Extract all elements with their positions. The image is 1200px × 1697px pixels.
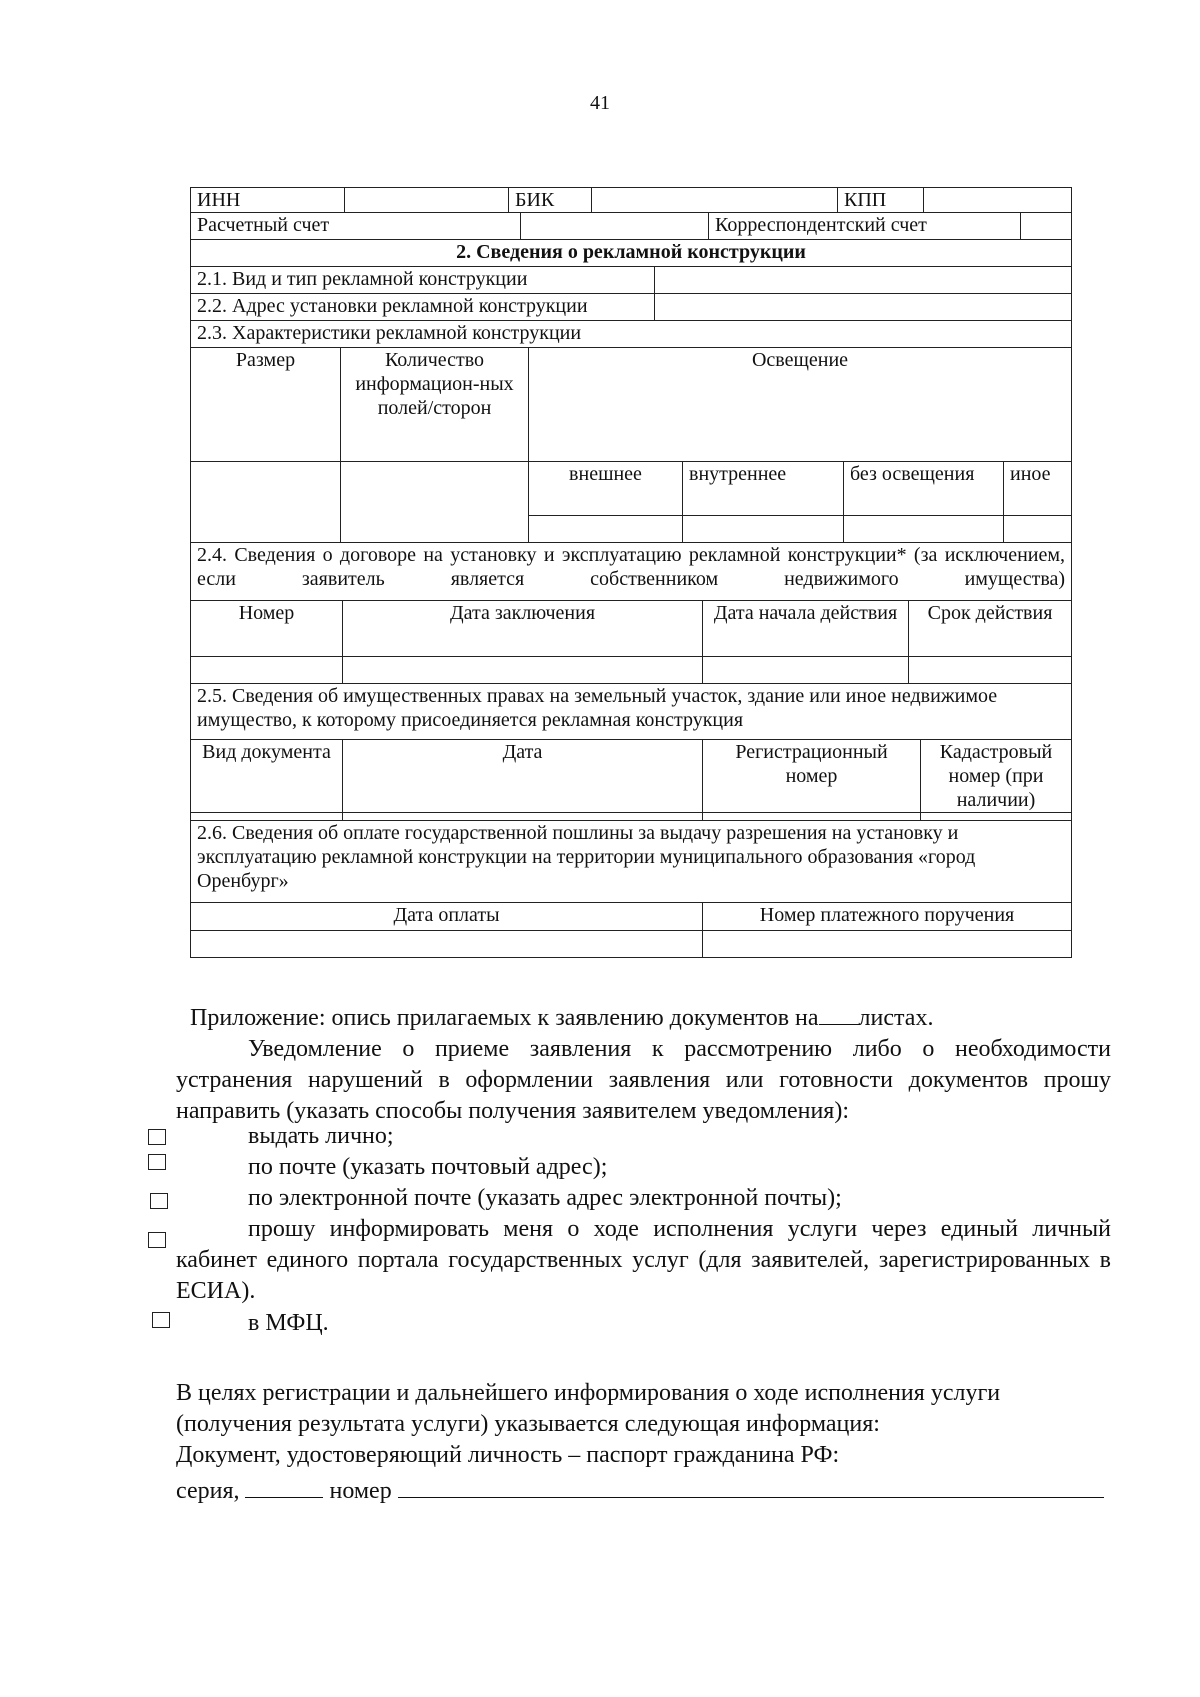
notification-intro (176, 1034, 1111, 1127)
option-mfc: в МФЦ. (248, 1310, 329, 1336)
inn-input[interactable] (345, 188, 509, 213)
characteristics-table (190, 347, 1072, 543)
item-2-2-label: 2.2. Адрес установки рекламной конструкции (191, 294, 655, 321)
lighting-none: без освещения (844, 462, 1004, 516)
lighting-external-input[interactable] (529, 516, 683, 543)
option-by-mail: по почте (указать почтовый адрес); (248, 1154, 608, 1180)
kpp-input[interactable] (924, 188, 1072, 213)
size-input[interactable] (191, 462, 341, 543)
corr-account-input[interactable] (1021, 213, 1072, 240)
checkbox-gosuslugi[interactable] (148, 1232, 166, 1248)
series-label: серия, (176, 1478, 240, 1504)
account-table (190, 212, 1072, 240)
payment-date-input[interactable] (191, 931, 703, 958)
item-2-4-text (191, 543, 1072, 601)
fields-count-input[interactable] (341, 462, 529, 543)
payment-table (190, 820, 1072, 958)
doc-type-header: Вид документа (191, 740, 343, 813)
doc-date-header: Дата (343, 740, 703, 813)
attachment-text: Приложение: опись прилагаемых к заявлению документов на (190, 1005, 819, 1031)
item-2-5-label: 2.5. Сведения об имущественных правах на земельный участок, здание или иное недвижимое имущество, к которому присоединяется рекламная конструкция (191, 684, 1072, 740)
contract-term-input[interactable] (909, 657, 1072, 684)
section2-table (190, 239, 1072, 348)
payment-order-input[interactable] (703, 931, 1072, 958)
item-2-6-label: 2.6. Сведения об оплате государственной пошлины за выдачу разрешения на установку и эксплуатацию рекламной конструкции на территории муниципального образования «город Оренбург» (191, 821, 1072, 903)
payment-date-header: Дата оплаты (191, 903, 703, 931)
attachment-pages-input[interactable] (819, 1002, 859, 1025)
lighting-internal: внутреннее (683, 462, 844, 516)
payment-order-header: Номер платежного поручения (703, 903, 1072, 931)
checkbox-in-person[interactable] (148, 1129, 166, 1145)
lighting-header: Освещение (529, 348, 1072, 462)
bik-input[interactable] (592, 188, 838, 213)
contract-start-input[interactable] (703, 657, 909, 684)
fields-header: Количество информацион-ных полей/сторон (341, 348, 529, 462)
number-label: номер (329, 1478, 392, 1504)
account-input[interactable] (521, 213, 709, 240)
lighting-other-input[interactable] (1004, 516, 1072, 543)
lighting-external: внешнее (529, 462, 683, 516)
reg-number-header: Регистрационный номер (703, 740, 921, 813)
checkbox-by-mail[interactable] (148, 1154, 166, 1170)
item-2-4-label: 2.4. Сведения о договоре на установку и эксплуатацию рекламной конструкции* (за исключением, если заявитель является собственником недвижимого имущества) (197, 544, 1066, 590)
bik-label: БИК (509, 188, 592, 213)
contract-date-input[interactable] (343, 657, 703, 684)
bank-details-table (190, 187, 1072, 213)
attachment-suffix: листах. (858, 1005, 934, 1031)
option-in-person: выдать лично; (248, 1123, 394, 1149)
lighting-internal-input[interactable] (683, 516, 844, 543)
cadastral-number-header: Кадастровый номер (при наличии) (921, 740, 1072, 813)
kpp-label: КПП (838, 188, 924, 213)
passport-number-input[interactable] (398, 1475, 1104, 1498)
checkbox-mfc[interactable] (152, 1312, 170, 1328)
option-gosuslugi: прошу информировать меня о ходе исполнения услуги через единый личный кабинет единого портала государственных услуг (для заявителей, зарегистрированных в ЕСИА). (176, 1216, 1111, 1304)
checkbox-by-email[interactable] (150, 1193, 168, 1209)
item-2-1-label: 2.1. Вид и тип рекламной конструкции (191, 267, 655, 294)
registration-paragraph (176, 1378, 1111, 1507)
size-header: Размер (191, 348, 341, 462)
passport-line (176, 1475, 1111, 1507)
property-table (190, 683, 1072, 840)
section2-title: 2. Сведения о рекламной конструкции (191, 240, 1072, 267)
item-2-2-input[interactable] (655, 294, 1072, 321)
contract-number-header: Номер (191, 601, 343, 657)
corr-account-label: Корреспондентский счет (709, 213, 1021, 240)
lighting-none-input[interactable] (844, 516, 1004, 543)
item-2-1-input[interactable] (655, 267, 1072, 294)
contract-start-header: Дата начала действия (703, 601, 909, 657)
passport-series-input[interactable] (245, 1475, 323, 1498)
attachment-line (190, 1002, 1070, 1034)
contract-date-header: Дата заключения (343, 601, 703, 657)
notification-intro-text: Уведомление о приеме заявления к рассмотрению либо о необходимости устранения нарушений в оформлении заявления или готовности документов прошу направить (указать способы получения заявителем уведомления): (176, 1036, 1111, 1124)
account-label: Расчетный счет (191, 213, 521, 240)
page-number: 41 (590, 92, 610, 114)
registration-document: Документ, удостоверяющий личность – паспорт гражданина РФ: (176, 1442, 840, 1468)
contract-term-header: Срок действия (909, 601, 1072, 657)
registration-text: В целях регистрации и дальнейшего информирования о ходе исполнения услуги (получения результата услуги) указывается следующая информация: (176, 1380, 1001, 1437)
contract-table (190, 542, 1072, 684)
option-by-email: по электронной почте (указать адрес электронной почты); (248, 1185, 842, 1211)
contract-number-input[interactable] (191, 657, 343, 684)
inn-label: ИНН (191, 188, 345, 213)
lighting-other: иное (1004, 462, 1072, 516)
item-2-3-label: 2.3. Характеристики рекламной конструкции (191, 321, 1072, 348)
